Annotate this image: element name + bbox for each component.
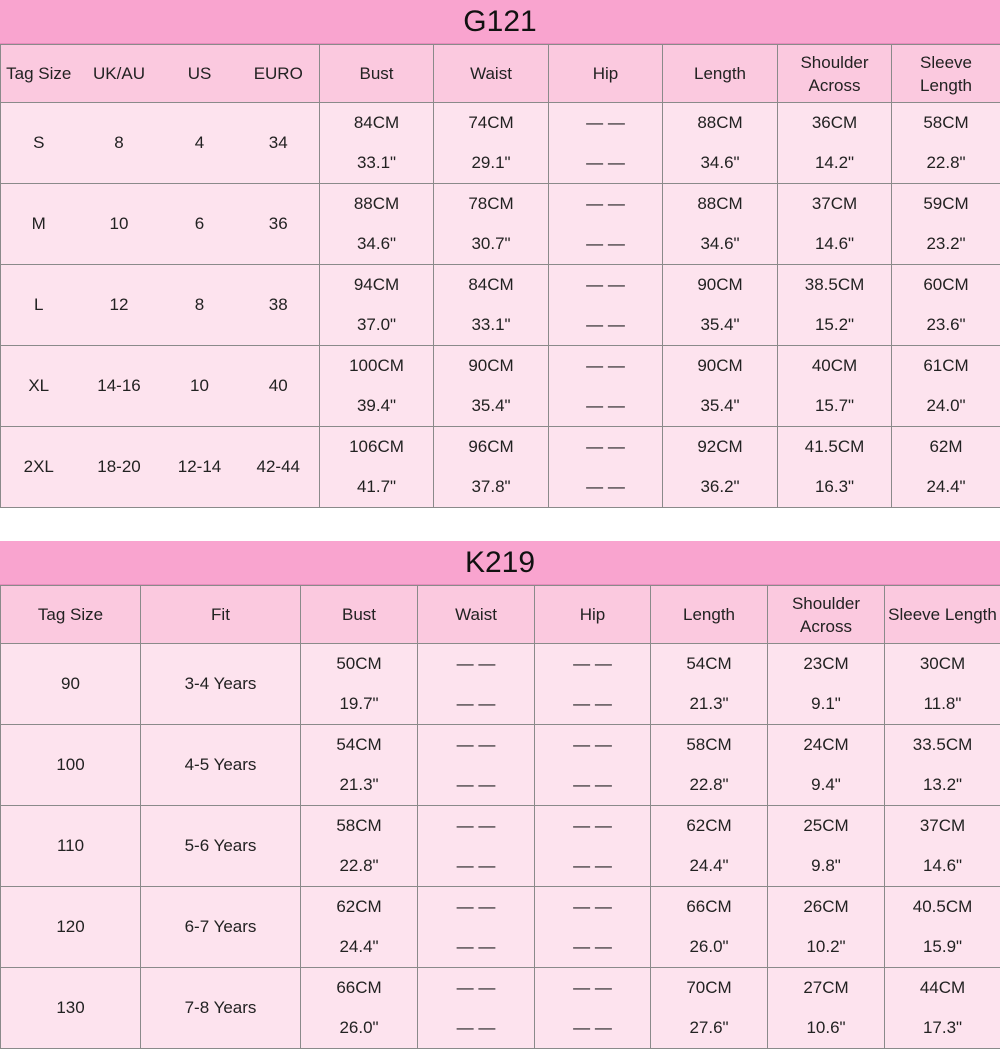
measure-inch-cell: 39.4" [320,386,434,427]
size-cell: 5-6 Years [141,806,301,887]
measure-inch-cell: 35.4" [663,305,778,346]
measure-inch-cell: 9.8" [768,846,885,887]
header-hip: Hip [535,586,651,644]
size-cell: 12 [77,265,162,346]
measure-cm-cell: 60CM [892,265,1000,306]
size-cell: 18-20 [77,427,162,508]
measure-inch-cell: — — [535,765,651,806]
measure-inch-cell: — — [418,846,535,887]
measure-cm-cell: — — [418,644,535,685]
size-cell: 8 [162,265,238,346]
measure-cm-cell: 33.5CM [885,725,1000,766]
measure-cm-cell: — — [549,346,663,387]
size-cell: XL [1,346,77,427]
measure-cm-cell: — — [549,103,663,144]
measure-cm-cell: 62CM [651,806,768,847]
measure-inch-cell: 14.6" [885,846,1000,887]
size-table [0,44,1000,508]
measure-cm-cell: 37CM [885,806,1000,847]
measure-inch-cell: 34.6" [663,224,778,265]
measure-inch-cell: 34.6" [320,224,434,265]
measure-cm-cell: 92CM [663,427,778,468]
size-cell: 38 [238,265,320,346]
size-cell: 4-5 Years [141,725,301,806]
header-bust: Bust [301,586,418,644]
header-us: US [162,45,238,103]
measure-cm-cell: 84CM [434,265,549,306]
header-waist: Waist [434,45,549,103]
measure-inch-cell: — — [535,927,651,968]
size-cell: 90 [1,644,141,725]
header-tag-size: Tag Size [1,45,77,103]
measure-inch-cell: — — [549,224,663,265]
measure-inch-cell: 13.2" [885,765,1000,806]
measure-cm-cell: — — [418,806,535,847]
measure-cm-cell: 66CM [651,887,768,928]
size-cell: 40 [238,346,320,427]
measure-inch-cell: 37.0" [320,305,434,346]
table-row [1,644,1000,685]
measure-inch-cell: 34.6" [663,143,778,184]
measure-cm-cell: 23CM [768,644,885,685]
measure-cm-cell: 40CM [778,346,892,387]
measure-inch-cell: 9.4" [768,765,885,806]
size-cell: 42-44 [238,427,320,508]
measure-cm-cell: 66CM [301,968,418,1009]
size-cell: L [1,265,77,346]
chart-title: K219 [0,541,1000,585]
size-cell: 8 [77,103,162,184]
measure-inch-cell: — — [549,467,663,508]
measure-inch-cell: 24.4" [651,846,768,887]
measure-inch-cell: 19.7" [301,684,418,725]
header-waist: Waist [418,586,535,644]
measure-cm-cell: 37CM [778,184,892,225]
size-cell: 7-8 Years [141,968,301,1049]
measure-cm-cell: 90CM [663,346,778,387]
measure-cm-cell: 90CM [434,346,549,387]
header-length: Length [651,586,768,644]
measure-inch-cell: — — [418,1008,535,1049]
size-cell: 120 [1,887,141,968]
measure-inch-cell: — — [535,846,651,887]
measure-cm-cell: — — [549,427,663,468]
measure-cm-cell: 59CM [892,184,1000,225]
measure-cm-cell: — — [418,725,535,766]
size-cell: 36 [238,184,320,265]
size-cell: 100 [1,725,141,806]
measure-inch-cell: 26.0" [301,1008,418,1049]
measure-inch-cell: 22.8" [301,846,418,887]
header-sleeve-length: Sleeve Length [892,45,1000,103]
measure-inch-cell: 14.6" [778,224,892,265]
measure-inch-cell: 26.0" [651,927,768,968]
table-row [1,184,1000,225]
size-cell: 34 [238,103,320,184]
measure-inch-cell: — — [535,1008,651,1049]
measure-cm-cell: 90CM [663,265,778,306]
measure-cm-cell: — — [535,806,651,847]
header-shoulder-across: Shoulder Across [768,586,885,644]
size-cell: 10 [162,346,238,427]
measure-cm-cell: 84CM [320,103,434,144]
measure-cm-cell: — — [535,644,651,685]
measure-cm-cell: 36CM [778,103,892,144]
table-row [1,103,1000,144]
measure-cm-cell: 74CM [434,103,549,144]
measure-inch-cell: 24.4" [301,927,418,968]
measure-cm-cell: 88CM [320,184,434,225]
table-row [1,427,1000,468]
size-cell: S [1,103,77,184]
measure-cm-cell: 54CM [651,644,768,685]
measure-inch-cell: 33.1" [320,143,434,184]
measure-inch-cell: 36.2" [663,467,778,508]
measure-inch-cell: — — [549,143,663,184]
size-cell: 2XL [1,427,77,508]
table-row [1,725,1000,766]
table-row [1,968,1000,1009]
measure-cm-cell: 40.5CM [885,887,1000,928]
table-row [1,265,1000,306]
measure-cm-cell: 30CM [885,644,1000,685]
measure-inch-cell: 9.1" [768,684,885,725]
measure-cm-cell: 58CM [301,806,418,847]
measure-inch-cell: — — [418,765,535,806]
measure-inch-cell: 23.6" [892,305,1000,346]
measure-inch-cell: 16.3" [778,467,892,508]
measure-inch-cell: 27.6" [651,1008,768,1049]
measure-inch-cell: — — [535,684,651,725]
measure-inch-cell: 24.0" [892,386,1000,427]
header-length: Length [663,45,778,103]
measure-inch-cell: — — [549,386,663,427]
header-bust: Bust [320,45,434,103]
measure-cm-cell: 62CM [301,887,418,928]
measure-cm-cell: 41.5CM [778,427,892,468]
measure-inch-cell: — — [418,684,535,725]
measure-cm-cell: — — [549,184,663,225]
measure-inch-cell: 10.6" [768,1008,885,1049]
measure-cm-cell: 27CM [768,968,885,1009]
measure-cm-cell: — — [535,968,651,1009]
measure-cm-cell: 50CM [301,644,418,685]
measure-cm-cell: 100CM [320,346,434,387]
measure-inch-cell: 17.3" [885,1008,1000,1049]
table-row [1,346,1000,387]
header-row [1,45,1000,103]
header-fit: Fit [141,586,301,644]
measure-cm-cell: 61CM [892,346,1000,387]
measure-inch-cell: 15.7" [778,386,892,427]
measure-cm-cell: — — [418,968,535,1009]
measure-inch-cell: 33.1" [434,305,549,346]
size-cell: 12-14 [162,427,238,508]
measure-cm-cell: 62M [892,427,1000,468]
size-cell: 6-7 Years [141,887,301,968]
measure-cm-cell: 26CM [768,887,885,928]
size-cell: 110 [1,806,141,887]
header-euro: EURO [238,45,320,103]
measure-inch-cell: 21.3" [651,684,768,725]
measure-inch-cell: 22.8" [651,765,768,806]
measure-cm-cell: 106CM [320,427,434,468]
measure-cm-cell: 58CM [892,103,1000,144]
header-hip: Hip [549,45,663,103]
measure-cm-cell: 78CM [434,184,549,225]
measure-inch-cell: 10.2" [768,927,885,968]
size-table [0,585,1000,1049]
measure-inch-cell: 14.2" [778,143,892,184]
header-shoulder-across: Shoulder Across [778,45,892,103]
measure-inch-cell: 22.8" [892,143,1000,184]
measure-inch-cell: — — [549,305,663,346]
measure-inch-cell: 35.4" [663,386,778,427]
measure-inch-cell: 21.3" [301,765,418,806]
measure-inch-cell: 24.4" [892,467,1000,508]
measure-cm-cell: 88CM [663,103,778,144]
measure-cm-cell: 58CM [651,725,768,766]
measure-inch-cell: — — [418,927,535,968]
size-cell: 3-4 Years [141,644,301,725]
measure-cm-cell: 54CM [301,725,418,766]
measure-cm-cell: 44CM [885,968,1000,1009]
measure-cm-cell: 94CM [320,265,434,306]
measure-inch-cell: 30.7" [434,224,549,265]
measure-cm-cell: — — [549,265,663,306]
measure-cm-cell: — — [535,725,651,766]
measure-inch-cell: 23.2" [892,224,1000,265]
measure-cm-cell: — — [418,887,535,928]
measure-cm-cell: — — [535,887,651,928]
header-sleeve-length: Sleeve Length [885,586,1000,644]
measure-inch-cell: 35.4" [434,386,549,427]
header-uk-au: UK/AU [77,45,162,103]
measure-cm-cell: 70CM [651,968,768,1009]
size-cell: M [1,184,77,265]
measure-inch-cell: 29.1" [434,143,549,184]
table-row [1,887,1000,928]
measure-cm-cell: 88CM [663,184,778,225]
header-tag-size: Tag Size [1,586,141,644]
measure-cm-cell: 38.5CM [778,265,892,306]
size-chart-k219 [0,541,1000,1049]
measure-inch-cell: 11.8" [885,684,1000,725]
measure-inch-cell: 41.7" [320,467,434,508]
size-chart-g121 [0,0,1000,508]
size-cell: 14-16 [77,346,162,427]
size-cell: 130 [1,968,141,1049]
size-cell: 6 [162,184,238,265]
chart-title: G121 [0,0,1000,44]
measure-inch-cell: 37.8" [434,467,549,508]
measure-inch-cell: 15.9" [885,927,1000,968]
size-cell: 10 [77,184,162,265]
measure-cm-cell: 25CM [768,806,885,847]
measure-inch-cell: 15.2" [778,305,892,346]
measure-cm-cell: 24CM [768,725,885,766]
size-cell: 4 [162,103,238,184]
measure-cm-cell: 96CM [434,427,549,468]
table-row [1,806,1000,847]
header-row [1,586,1000,644]
